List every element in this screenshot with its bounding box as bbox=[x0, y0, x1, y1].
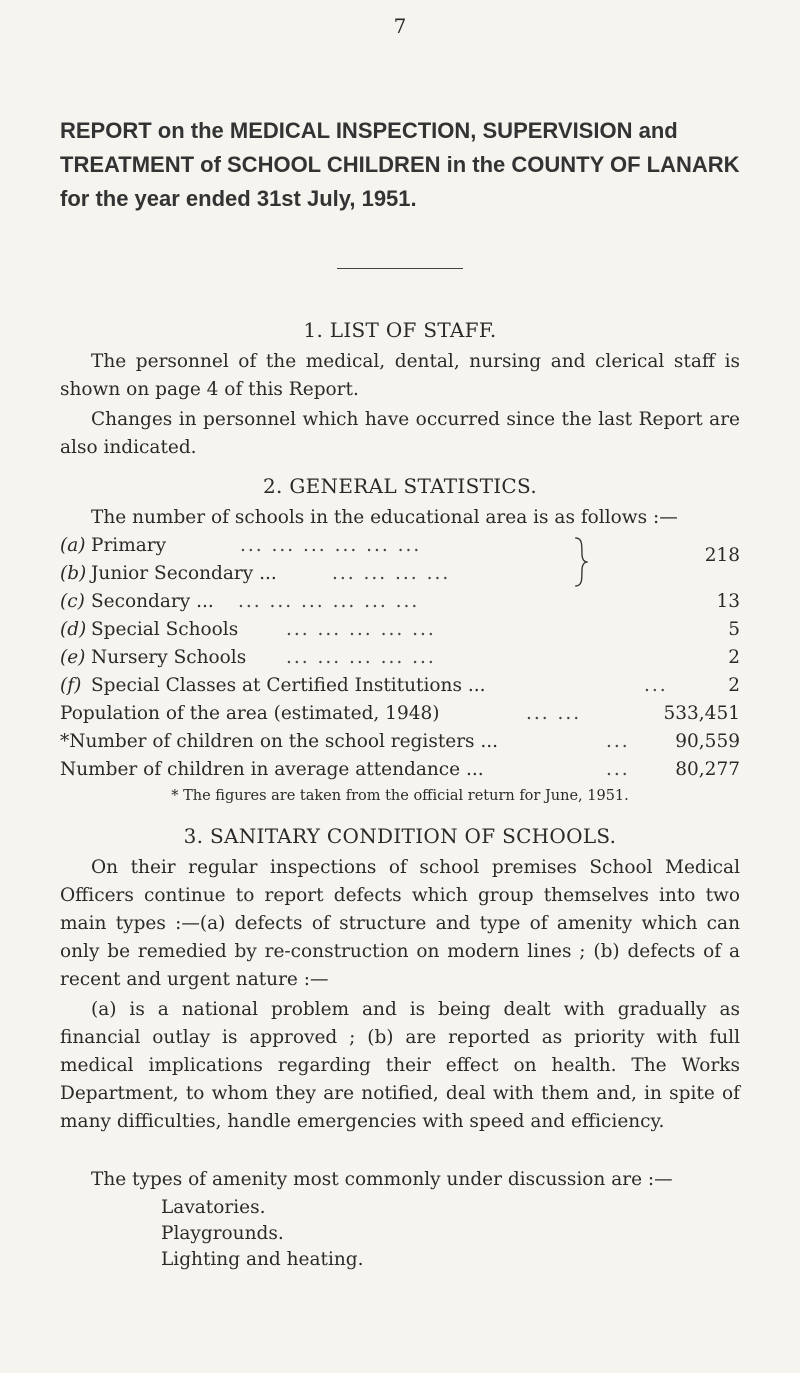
page-number: 7 bbox=[393, 14, 407, 38]
amenity-item: Lighting and heating. bbox=[161, 1249, 364, 1270]
row-value: 2 bbox=[728, 675, 740, 696]
school-row-primary bbox=[60, 532, 740, 560]
leader-dots: ... ... ... ... ... bbox=[286, 647, 436, 668]
statistics-intro: The number of schools in the educational area is as follows :— bbox=[91, 507, 678, 528]
row-label: Special Classes at Certified Institutions ... bbox=[91, 675, 486, 696]
row-label: Population of the area (estimated, 1948) bbox=[60, 703, 440, 724]
school-row-nursery bbox=[60, 644, 740, 672]
row-label: Primary bbox=[91, 535, 167, 556]
row-label: Nursery Schools bbox=[91, 647, 247, 668]
sanitary-paragraph-3: The types of amenity most commonly under discussion are :— bbox=[91, 1169, 673, 1190]
row-label: Number of children in average attendance ... bbox=[60, 759, 484, 780]
leader-dots: ... bbox=[644, 675, 668, 696]
row-letter: (f) bbox=[60, 675, 82, 696]
registers-row bbox=[60, 728, 740, 756]
staff-paragraph-2: Changes in personnel which have occurred since the last Report are also indicated. bbox=[60, 409, 740, 458]
row-label: Junior Secondary ... bbox=[91, 563, 277, 584]
row-letter: (a) bbox=[60, 535, 86, 556]
row-letter: (b) bbox=[60, 563, 87, 584]
footnote: * The figures are taken from the official return for June, 1951. bbox=[171, 788, 629, 804]
leader-dots: ... ... bbox=[526, 703, 582, 724]
sanitary-paragraph-1: On their regular inspections of school premises School Medical Officers continue to report defects which group themselves into two main types :—(a) defects of structure and type of amenity which can only be remedied by re-construction on modern lines ; (b) defects of a recent and urgent nature :— bbox=[60, 857, 740, 990]
row-letter: (c) bbox=[60, 591, 85, 612]
brace-icon bbox=[572, 536, 590, 588]
row-value: 80,277 bbox=[675, 759, 740, 780]
leader-dots: ... ... ... ... ... bbox=[286, 619, 436, 640]
row-label: *Number of children on the school registers ... bbox=[60, 731, 499, 752]
row-value: 533,451 bbox=[663, 703, 740, 724]
section-heading-staff: 1. LIST OF STAFF. bbox=[303, 318, 497, 342]
report-title: REPORT on the MEDICAL INSPECTION, SUPERVISION and TREATMENT of SCHOOL CHILDREN in the COUNTY OF LANARK for the year ended 31st July, 1951. bbox=[60, 118, 740, 211]
sanitary-paragraph-2: (a) is a national problem and is being dealt with gradually as financial outlay is approved ; (b) are reported as priority with full medical implications regarding their effect on health. The Works Department, to whom they are notified, deal with them and, in spite of many difficulties, handle emergencies with speed and efficiency. bbox=[60, 999, 740, 1132]
leader-dots: ... ... ... ... ... ... bbox=[238, 591, 420, 612]
row-label: Secondary ... bbox=[91, 591, 214, 612]
school-row-junior-secondary bbox=[60, 560, 740, 588]
row-value: 2 bbox=[728, 647, 740, 668]
section-heading-sanitary: 3. SANITARY CONDITION OF SCHOOLS. bbox=[183, 824, 617, 848]
school-row-secondary bbox=[60, 588, 740, 616]
leader-dots: ... ... ... ... ... ... bbox=[240, 535, 422, 556]
amenity-item: Playgrounds. bbox=[161, 1223, 284, 1244]
leader-dots: ... bbox=[606, 759, 630, 780]
row-letter: (d) bbox=[60, 619, 87, 640]
row-label: Special Schools bbox=[91, 619, 239, 640]
amenity-item: Lavatories. bbox=[161, 1197, 266, 1218]
primary-junior-total: 218 bbox=[704, 545, 740, 566]
divider bbox=[337, 268, 463, 269]
section-heading-statistics: 2. GENERAL STATISTICS. bbox=[263, 474, 537, 498]
school-row-special bbox=[60, 616, 740, 644]
row-value: 13 bbox=[716, 591, 740, 612]
school-row-special-classes bbox=[60, 672, 740, 700]
leader-dots: ... ... ... ... bbox=[332, 563, 451, 584]
row-letter: (e) bbox=[60, 647, 86, 668]
leader-dots: ... bbox=[606, 731, 630, 752]
row-value: 90,559 bbox=[675, 731, 740, 752]
row-value: 5 bbox=[728, 619, 740, 640]
population-row bbox=[60, 700, 740, 728]
attendance-row bbox=[60, 756, 740, 784]
staff-paragraph-1: The personnel of the medical, dental, nursing and clerical staff is shown on page 4 of this Report. bbox=[60, 351, 740, 400]
